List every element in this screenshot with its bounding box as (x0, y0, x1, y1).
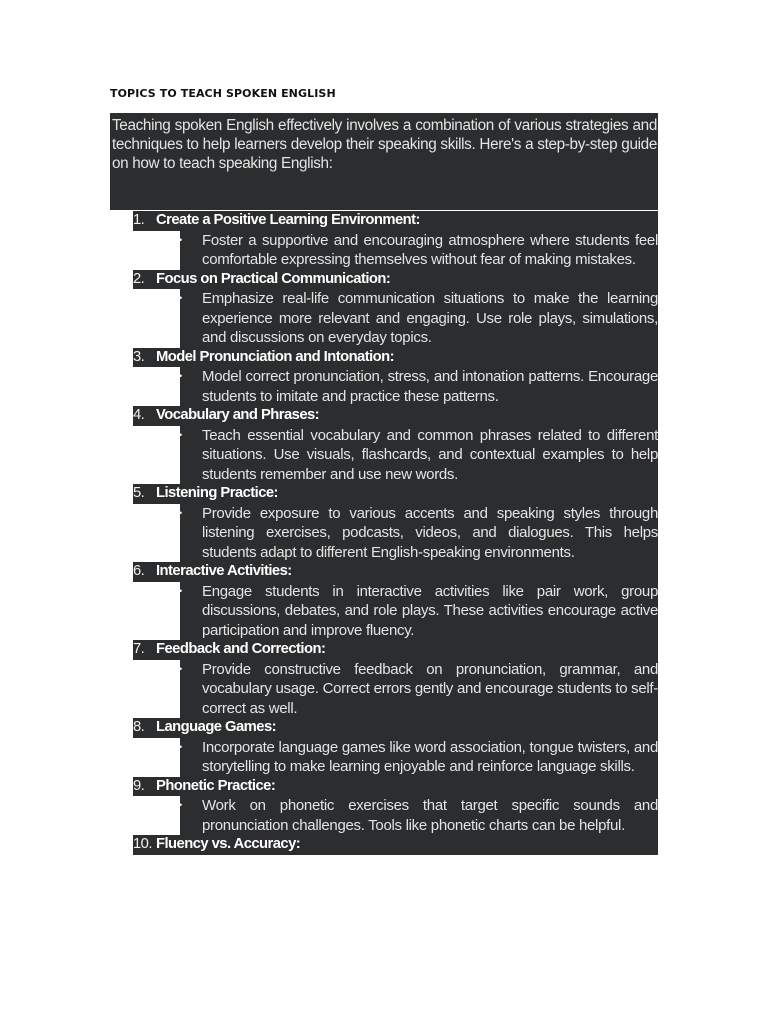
step-number: 1. (133, 212, 145, 228)
step-heading (133, 211, 658, 231)
list-item (133, 484, 658, 562)
step-detail (180, 426, 658, 485)
step-heading (133, 348, 658, 368)
step-heading (133, 640, 658, 660)
step-detail (180, 582, 658, 641)
step-detail-text: Emphasize real-life communication situations to make the learning experience more relevant and engaging. Use role plays, simulations, and discussions on everyday topics. (202, 290, 658, 346)
step-heading (133, 484, 658, 504)
list-item (133, 348, 658, 407)
step-heading (133, 406, 658, 426)
bullet-icon: • (179, 741, 182, 752)
list-item (133, 270, 658, 348)
step-number: 5. (133, 485, 145, 501)
bullet-icon: • (179, 663, 182, 674)
bullet-icon: • (179, 371, 182, 381)
step-number: 8. (133, 719, 145, 735)
step-heading-label: Language Games: (156, 719, 277, 735)
step-detail (180, 796, 658, 835)
bullet-icon: • (179, 429, 182, 440)
step-heading-label: Listening Practice: (156, 485, 278, 501)
step-number: 7. (133, 641, 145, 657)
step-heading-label: Model Pronunciation and Intonation: (156, 348, 395, 365)
step-number: 2. (133, 270, 145, 287)
step-heading-label: Create a Positive Learning Environment: (156, 212, 420, 228)
bullet-icon: • (179, 800, 182, 810)
list-item (133, 211, 658, 270)
step-number: 4. (133, 407, 145, 423)
step-heading (133, 835, 658, 855)
step-detail (180, 231, 658, 270)
list-item (133, 406, 658, 484)
step-number: 3. (133, 348, 145, 365)
step-heading (133, 777, 658, 797)
steps-list (133, 211, 658, 855)
step-detail-text: Foster a supportive and encouraging atmosphere where students feel comfortable expressing themselves without fear of making mistakes. (202, 231, 658, 268)
step-number: 9. (133, 777, 145, 794)
step-detail (180, 738, 658, 777)
list-item (133, 562, 658, 640)
step-detail-text: Model correct pronunciation, stress, and intonation patterns. Encourage students to imitate and practice these patterns. (202, 368, 658, 405)
step-heading (133, 562, 658, 582)
step-heading-label: Focus on Practical Communication: (156, 270, 391, 287)
page-title: TOPICS TO TEACH SPOKEN ENGLISH (110, 87, 336, 100)
step-heading (133, 270, 658, 290)
step-heading-label: Feedback and Correction: (156, 641, 326, 657)
bullet-icon: • (179, 585, 182, 596)
step-heading-label: Vocabulary and Phrases: (156, 407, 320, 423)
step-detail (180, 660, 658, 719)
list-item (133, 718, 658, 777)
step-detail-text: Incorporate language games like word association, tongue twisters, and storytelling to make learning enjoyable and reinforce language skills. (202, 738, 658, 775)
step-detail-text: Work on phonetic exercises that target specific sounds and pronunciation challenges. Tools like phonetic charts can be helpful. (202, 797, 658, 834)
list-item (133, 777, 658, 836)
step-heading-label: Phonetic Practice: (156, 777, 276, 794)
step-detail (180, 289, 658, 348)
step-detail (180, 504, 658, 563)
step-detail (180, 367, 658, 406)
step-detail-text: Teach essential vocabulary and common phrases related to different situations. Use visuals, flashcards, and contextual examples to help students remember and use new words. (202, 426, 658, 483)
step-heading-label: Interactive Activities: (156, 563, 292, 579)
step-heading-label: Fluency vs. Accuracy: (156, 836, 301, 852)
step-detail-text: Provide exposure to various accents and speaking styles through listening exercises, podcasts, videos, and dialogues. This helps students adapt to different English-speaking environments. (202, 504, 658, 561)
step-heading (133, 718, 658, 738)
step-detail-text: Engage students in interactive activities like pair work, group discussions, debates, and role plays. These activities encourage active participation and improve fluency. (202, 582, 658, 639)
step-number: 6. (133, 563, 145, 579)
bullet-icon: • (179, 293, 182, 303)
intro-paragraph: Teaching spoken English effectively involves a combination of various strategies and techniques to help learners develop their speaking skills. Here's a step-by-step guide on how to teach speaking English: (110, 113, 658, 210)
step-detail-text: Provide constructive feedback on pronunciation, grammar, and vocabulary usage. Correct errors gently and encourage students to self-correct as well. (202, 660, 658, 717)
list-item (133, 835, 658, 855)
list-item (133, 640, 658, 718)
step-number: 10. (133, 836, 152, 852)
bullet-icon: • (179, 507, 182, 518)
bullet-icon: • (179, 234, 182, 245)
